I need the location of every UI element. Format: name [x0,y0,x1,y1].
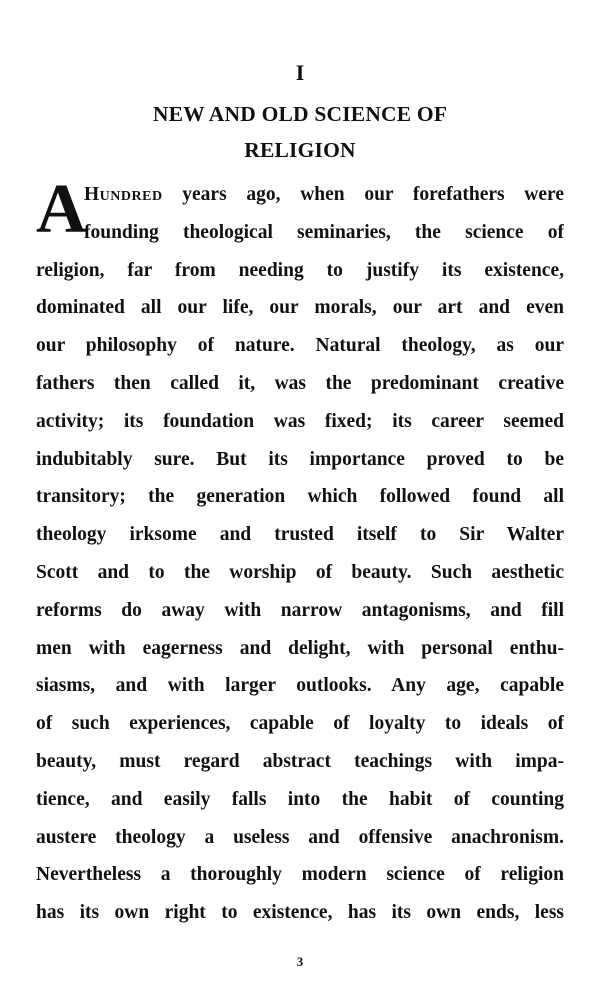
text-line-9: transitory; the generation which followed found all [36,486,564,508]
text-line-14: siasms, and with larger outlooks. Any age, capable [36,675,564,697]
text-line-19: Nevertheless a thoroughly modern science of religion [36,864,564,886]
text-line-8: indubitably sure. But its importance proved to be [36,448,564,470]
text-line-13: men with eagerness and delight, with personal enthu- [36,637,564,659]
text-line-7: activity; its foundation was fixed; its career seemed [36,410,564,432]
text-line-17: tience, and easily falls into the habit of counting [36,788,564,810]
text-line-1 [36,176,564,214]
text-line-12: reforms do away with narrow antagonisms, and fill [36,599,564,621]
chapter-title-line-2: RELIGION [244,138,356,162]
text-line-6: fathers then called it, was the predominant creative [36,372,564,394]
page-number: 3 [296,954,304,969]
first-word: Hundred [84,184,163,205]
drop-cap: A [36,171,87,248]
text-line-4: dominated all our life, our morals, our art and even [36,297,564,319]
chapter-title-line-1: NEW AND OLD SCIENCE OF [152,102,448,126]
text-line-1-rest: years ago, when our forefathers were [182,184,564,205]
text-line-16: beauty, must regard abstract teachings with impa- [36,750,564,772]
text-line-18: austere theology a useless and offensive anachronism. [36,826,564,848]
text-line-15: of such experiences, capable of loyalty to ideals of [36,713,564,735]
text-line-10: theology irksome and trusted itself to Sir Walter [36,524,564,546]
text-line-5: our philosophy of nature. Natural theology, as our [36,335,564,357]
text-line-3: religion, far from needing to justify its existence, [36,259,564,281]
text-line-2: founding theological seminaries, the science of [84,221,564,243]
chapter-title [0,96,600,168]
text-line-11: Scott and to the worship of beauty. Such aesthetic [36,561,564,583]
text-line-20: has its own right to existence, has its own ends, less [36,902,564,924]
body-paragraph [36,171,564,932]
chapter-number: I [295,60,305,85]
